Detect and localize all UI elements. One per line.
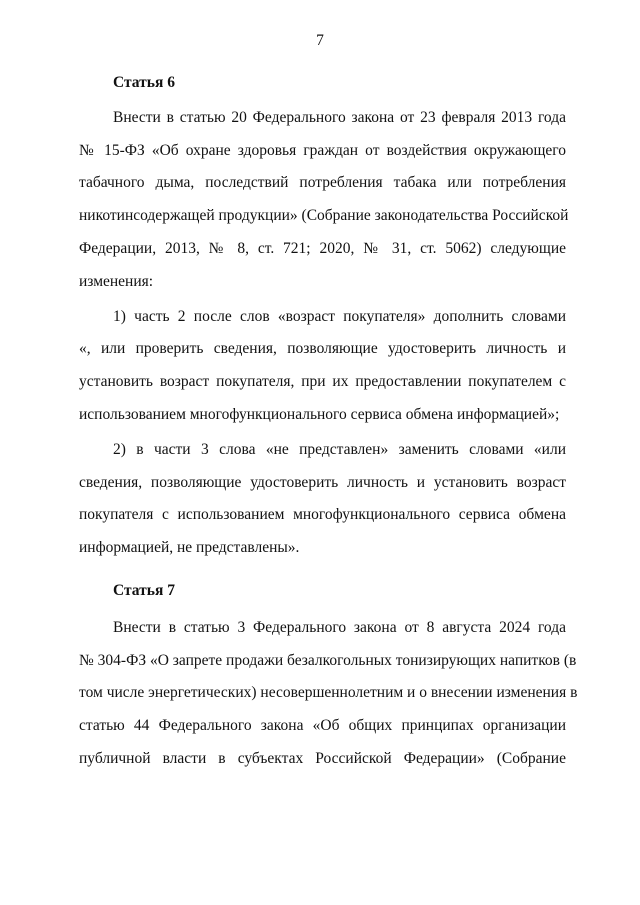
- text-line: сведения, позволяющие удостоверить личность и установить возраст: [79, 473, 566, 491]
- text-line: № 15-ФЗ «Об охране здоровья граждан от воздействия окружающего: [79, 141, 566, 159]
- text-line: публичной власти в субъектах Российской Федерации» (Собрание: [79, 749, 566, 767]
- text-line: статью 44 Федерального закона «Об общих принципах организации: [79, 717, 566, 735]
- text-line: 1) часть 2 после слов «возраст покупателя» дополнить словами: [113, 307, 566, 325]
- text-line: том числе энергетических) несовершеннолетним и о внесении изменения в: [79, 684, 578, 702]
- text-line: № 304-ФЗ «О запрете продажи безалкогольных тонизирующих напитков (в: [79, 651, 577, 669]
- article-7-heading: Статья 7: [113, 581, 175, 599]
- text-line: использованием многофункционального сервиса обмена информацией»;: [79, 405, 560, 423]
- article-6-heading: Статья 6: [113, 74, 175, 91]
- article-6-item-2-paragraph: [79, 434, 566, 565]
- text-line: никотинсодержащей продукции» (Собрание законодательства Российской: [79, 207, 569, 225]
- article-6-item-1-paragraph: [79, 301, 566, 432]
- text-line: «, или проверить сведения, позволяющие удостоверить личность и: [79, 340, 566, 358]
- text-line: Внести в статью 20 Федерального закона от 23 февраля 2013 года: [113, 108, 566, 126]
- text-line: покупателя с использованием многофункционального сервиса обмена: [79, 506, 566, 524]
- text-line: изменения:: [79, 272, 154, 290]
- text-line: Федерации, 2013, № 8, ст. 721; 2020, № 31, ст. 5062) следующие: [79, 239, 566, 257]
- text-line: информацией, не представлены».: [79, 539, 300, 557]
- document-body: [79, 67, 578, 776]
- text-line: табачного дыма, последствий потребления табака или потребления: [79, 174, 566, 192]
- text-line: Внести в статью 3 Федерального закона от 8 августа 2024 года: [113, 618, 566, 636]
- page-number: 7: [316, 32, 324, 49]
- text-line: установить возраст покупателя, при их предоставлении покупателем с: [79, 373, 566, 391]
- text-line: 2) в части 3 слова «не представлен» заменить словами «или: [113, 440, 566, 458]
- article-6-intro-paragraph: [79, 102, 569, 299]
- article-7-intro-paragraph: [79, 612, 578, 776]
